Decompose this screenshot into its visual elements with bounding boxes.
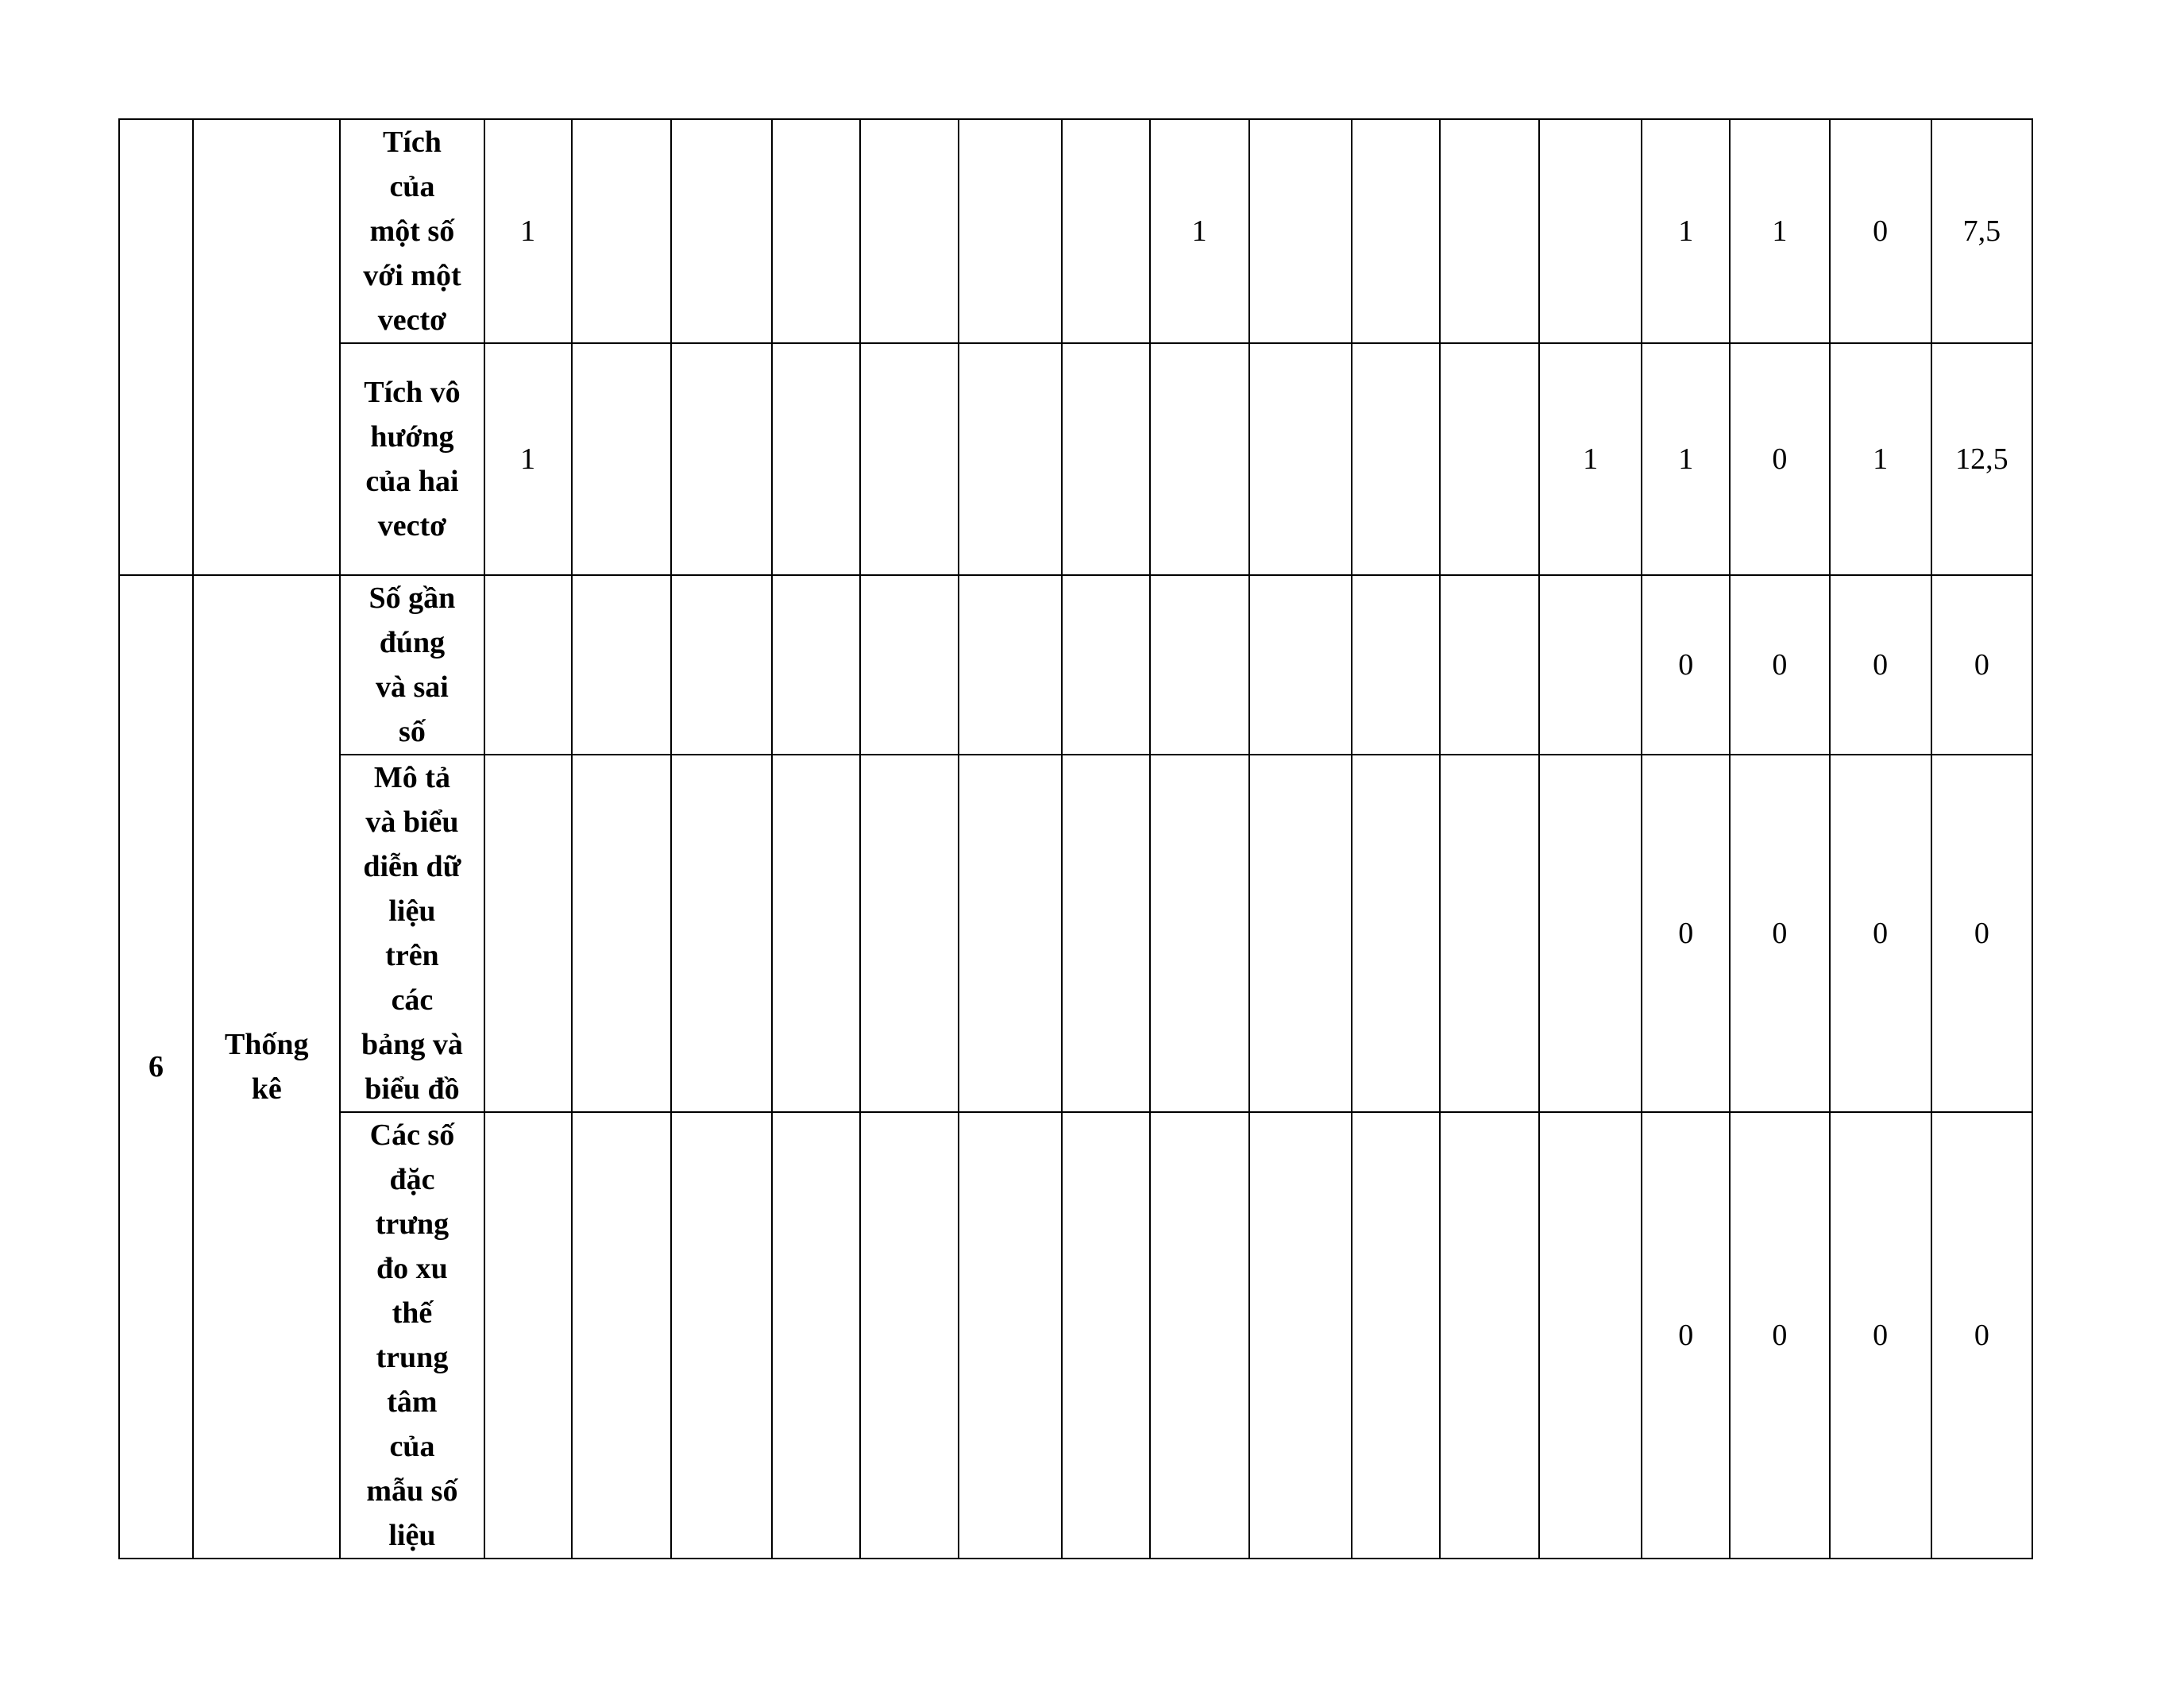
value-cell: 1 bbox=[1150, 119, 1249, 343]
topic-number-cell bbox=[119, 119, 193, 575]
value-cell: 0 bbox=[1730, 575, 1829, 755]
value-cell bbox=[1352, 575, 1440, 755]
table-row bbox=[119, 575, 2032, 755]
value-cell bbox=[1150, 755, 1249, 1112]
table-row bbox=[119, 343, 2032, 575]
value-cell: 0 bbox=[1730, 755, 1829, 1112]
value-cell bbox=[1249, 1112, 1352, 1559]
table-row bbox=[119, 755, 2032, 1112]
lesson-cell: Tích vô hướng của hai vectơ bbox=[340, 343, 484, 575]
value-cell bbox=[1539, 1112, 1642, 1559]
value-cell bbox=[1539, 755, 1642, 1112]
value-cell: 0 bbox=[1931, 755, 2032, 1112]
value-cell bbox=[1150, 575, 1249, 755]
value-cell bbox=[572, 1112, 671, 1559]
value-cell: 0 bbox=[1730, 343, 1829, 575]
value-cell: 0 bbox=[1931, 575, 2032, 755]
value-cell bbox=[572, 755, 671, 1112]
value-cell bbox=[572, 575, 671, 755]
topic-name-cell bbox=[193, 119, 340, 575]
value-cell bbox=[484, 575, 572, 755]
value-cell bbox=[860, 1112, 959, 1559]
value-cell: 1 bbox=[484, 119, 572, 343]
value-cell bbox=[1539, 575, 1642, 755]
value-cell bbox=[860, 755, 959, 1112]
value-cell bbox=[671, 1112, 772, 1559]
value-cell: 0 bbox=[1830, 119, 1931, 343]
value-cell: 1 bbox=[1539, 343, 1642, 575]
value-cell: 1 bbox=[1830, 343, 1931, 575]
lesson-cell: Số gần đúng và sai số bbox=[340, 575, 484, 755]
value-cell bbox=[959, 575, 1062, 755]
value-cell: 0 bbox=[1642, 755, 1730, 1112]
value-cell bbox=[860, 343, 959, 575]
topic-name-cell: Thống kê bbox=[193, 575, 340, 1559]
value-cell bbox=[1440, 119, 1539, 343]
value-cell bbox=[671, 343, 772, 575]
topic-number-cell: 6 bbox=[119, 575, 193, 1559]
value-cell: 1 bbox=[484, 343, 572, 575]
value-cell: 0 bbox=[1730, 1112, 1829, 1559]
value-cell bbox=[959, 343, 1062, 575]
lesson-cell: Tích của một số với một vectơ bbox=[340, 119, 484, 343]
value-cell bbox=[484, 1112, 572, 1559]
value-cell: 1 bbox=[1642, 119, 1730, 343]
value-cell: 0 bbox=[1642, 575, 1730, 755]
value-cell bbox=[1150, 343, 1249, 575]
table-row bbox=[119, 1112, 2032, 1559]
value-cell bbox=[484, 755, 572, 1112]
value-cell bbox=[1352, 119, 1440, 343]
value-cell bbox=[671, 575, 772, 755]
value-cell bbox=[959, 1112, 1062, 1559]
value-cell bbox=[1249, 575, 1352, 755]
value-cell bbox=[1062, 1112, 1149, 1559]
value-cell bbox=[1249, 119, 1352, 343]
value-cell bbox=[959, 119, 1062, 343]
value-cell bbox=[1352, 1112, 1440, 1559]
value-cell bbox=[1440, 1112, 1539, 1559]
value-cell bbox=[1539, 119, 1642, 343]
value-cell bbox=[1062, 575, 1149, 755]
value-cell bbox=[772, 755, 860, 1112]
value-cell: 0 bbox=[1642, 1112, 1730, 1559]
value-cell bbox=[1062, 343, 1149, 575]
lesson-cell: Các số đặc trưng đo xu thế trung tâm của mẫu số liệu bbox=[340, 1112, 484, 1559]
value-cell bbox=[860, 575, 959, 755]
value-cell bbox=[1440, 755, 1539, 1112]
value-cell bbox=[1249, 343, 1352, 575]
value-cell: 12,5 bbox=[1931, 343, 2032, 575]
value-cell bbox=[1352, 755, 1440, 1112]
value-cell: 0 bbox=[1830, 1112, 1931, 1559]
value-cell: 0 bbox=[1830, 755, 1931, 1112]
value-cell: 1 bbox=[1642, 343, 1730, 575]
value-cell bbox=[860, 119, 959, 343]
value-cell bbox=[1062, 755, 1149, 1112]
value-cell bbox=[671, 119, 772, 343]
assessment-matrix-table bbox=[118, 118, 2033, 1559]
value-cell bbox=[1062, 119, 1149, 343]
value-cell: 0 bbox=[1931, 1112, 2032, 1559]
value-cell bbox=[1440, 343, 1539, 575]
value-cell bbox=[1249, 755, 1352, 1112]
value-cell bbox=[1150, 1112, 1249, 1559]
value-cell bbox=[1352, 343, 1440, 575]
value-cell bbox=[772, 1112, 860, 1559]
value-cell bbox=[772, 575, 860, 755]
value-cell: 0 bbox=[1830, 575, 1931, 755]
value-cell bbox=[1440, 575, 1539, 755]
value-cell: 7,5 bbox=[1931, 119, 2032, 343]
value-cell: 1 bbox=[1730, 119, 1829, 343]
value-cell bbox=[671, 755, 772, 1112]
value-cell bbox=[772, 119, 860, 343]
lesson-cell: Mô tả và biểu diễn dữ liệu trên các bảng và biểu đồ bbox=[340, 755, 484, 1112]
value-cell bbox=[959, 755, 1062, 1112]
value-cell bbox=[572, 119, 671, 343]
value-cell bbox=[572, 343, 671, 575]
table-row bbox=[119, 119, 2032, 343]
value-cell bbox=[772, 343, 860, 575]
